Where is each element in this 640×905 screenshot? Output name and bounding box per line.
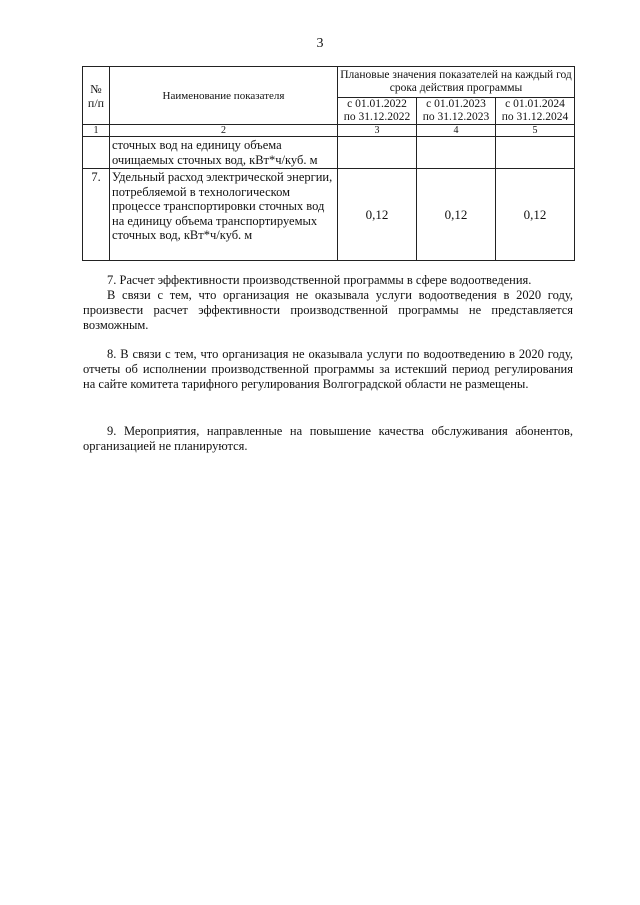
index-cell: 1 [83,125,110,137]
index-cell: 3 [338,125,417,137]
page-number: 3 [316,36,324,51]
index-cell: 4 [417,125,496,137]
row-num [83,137,110,169]
indicators-table [82,66,575,261]
row-value [338,137,417,169]
paragraph-8 [83,347,573,391]
header-year-2023: с 01.01.2023 по 31.12.2023 [417,98,496,125]
row-name: Удельный расход электрической энергии, потребляемой в технологическом процессе транспортировки сточных вод на единицу объема транспортируемых сточных вод, кВт*ч/куб. м [110,169,338,261]
paragraph-7-body [83,288,573,332]
row-name: сточных вод на единицу объема очищаемых сточных вод, кВт*ч/куб. м [110,137,338,169]
row-value: 0,12 [338,169,417,261]
index-cell: 5 [496,125,575,137]
row-value [496,137,575,169]
table-header-row [83,67,575,98]
paragraph-7-title [83,273,573,288]
header-name: Наименование показателя [110,67,338,125]
row-num: 7. [83,169,110,261]
paragraph-7-title-text: 7. Расчет эффективности производственной программы в сфере водоотведения. [107,273,532,287]
header-num: № п/п [83,67,110,125]
row-value: 0,12 [496,169,575,261]
index-cell: 2 [110,125,338,137]
header-year-2024: с 01.01.2024 по 31.12.2024 [496,98,575,125]
paragraph-8-text: 8. В связи с тем, что организация не оказывала услуги по водоотведению в 2020 году, отчеты об исполнении производственной программы за истекший период регулирования на сайте комитета тарифного регулирования Волгоградской области не размещены. [83,347,573,391]
table-row [83,137,575,169]
paragraph-9-text: 9. Мероприятия, направленные на повышение качества обслуживания абонентов, организацией не планируются. [83,424,573,453]
table-row [83,169,575,261]
paragraph-7-body-text: В связи с тем, что организация не оказывала услуги водоотведения в 2020 году, произвести расчет эффективности производственной программы не представляется возможным. [83,288,573,332]
row-value [417,137,496,169]
row-value: 0,12 [417,169,496,261]
header-year-2022: с 01.01.2022 по 31.12.2022 [338,98,417,125]
header-plan: Плановые значения показателей на каждый год срока действия программы [338,67,575,98]
table-index-row [83,125,575,137]
paragraph-9 [83,424,573,454]
